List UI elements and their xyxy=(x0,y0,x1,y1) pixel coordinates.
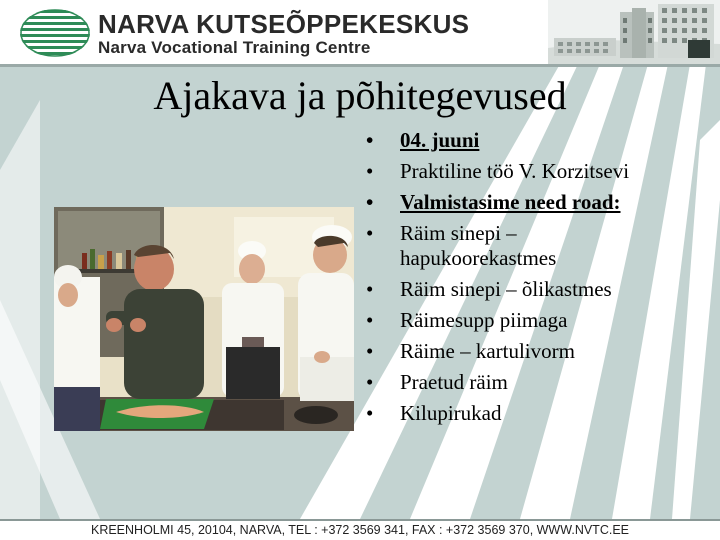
striped-globe-logo-icon xyxy=(20,8,90,58)
bullet-item: • Räim sinepi – hapukoorekastmes xyxy=(366,221,656,271)
bullet-item: • 04. juuni xyxy=(366,128,656,153)
organization-name-english: Narva Vocational Training Centre xyxy=(98,38,371,57)
bullet-item: • Räim sinepi – õlikastmes xyxy=(366,277,656,302)
bullet-item: • Kilupirukad xyxy=(366,401,656,426)
bullet-item: • Praktiline töö V. Korzitsevi xyxy=(366,159,656,184)
college-building-illustration-icon xyxy=(548,0,720,64)
header-banner xyxy=(0,0,720,64)
bullet-item: • Praetud räim xyxy=(366,370,656,395)
slide-title: Ajakava ja põhitegevused xyxy=(153,73,567,118)
footer-contact-info: KREENHOLMI 45, 20104, NARVA, TEL : +372 3569 341, FAX : +372 3569 370, WWW.NVTC.EE xyxy=(0,521,720,540)
organization-name: NARVA KUTSEÕPPEKESKUS xyxy=(98,9,470,39)
activity-bullet-list xyxy=(366,128,656,432)
header-divider xyxy=(0,64,720,67)
kitchen-class-photo xyxy=(54,207,354,431)
bullet-item: • Räimesupp piimaga xyxy=(366,308,656,333)
bullet-item: • Räime – kartulivorm xyxy=(366,339,656,364)
bullet-item: • Valmistasime need road: xyxy=(366,190,656,215)
